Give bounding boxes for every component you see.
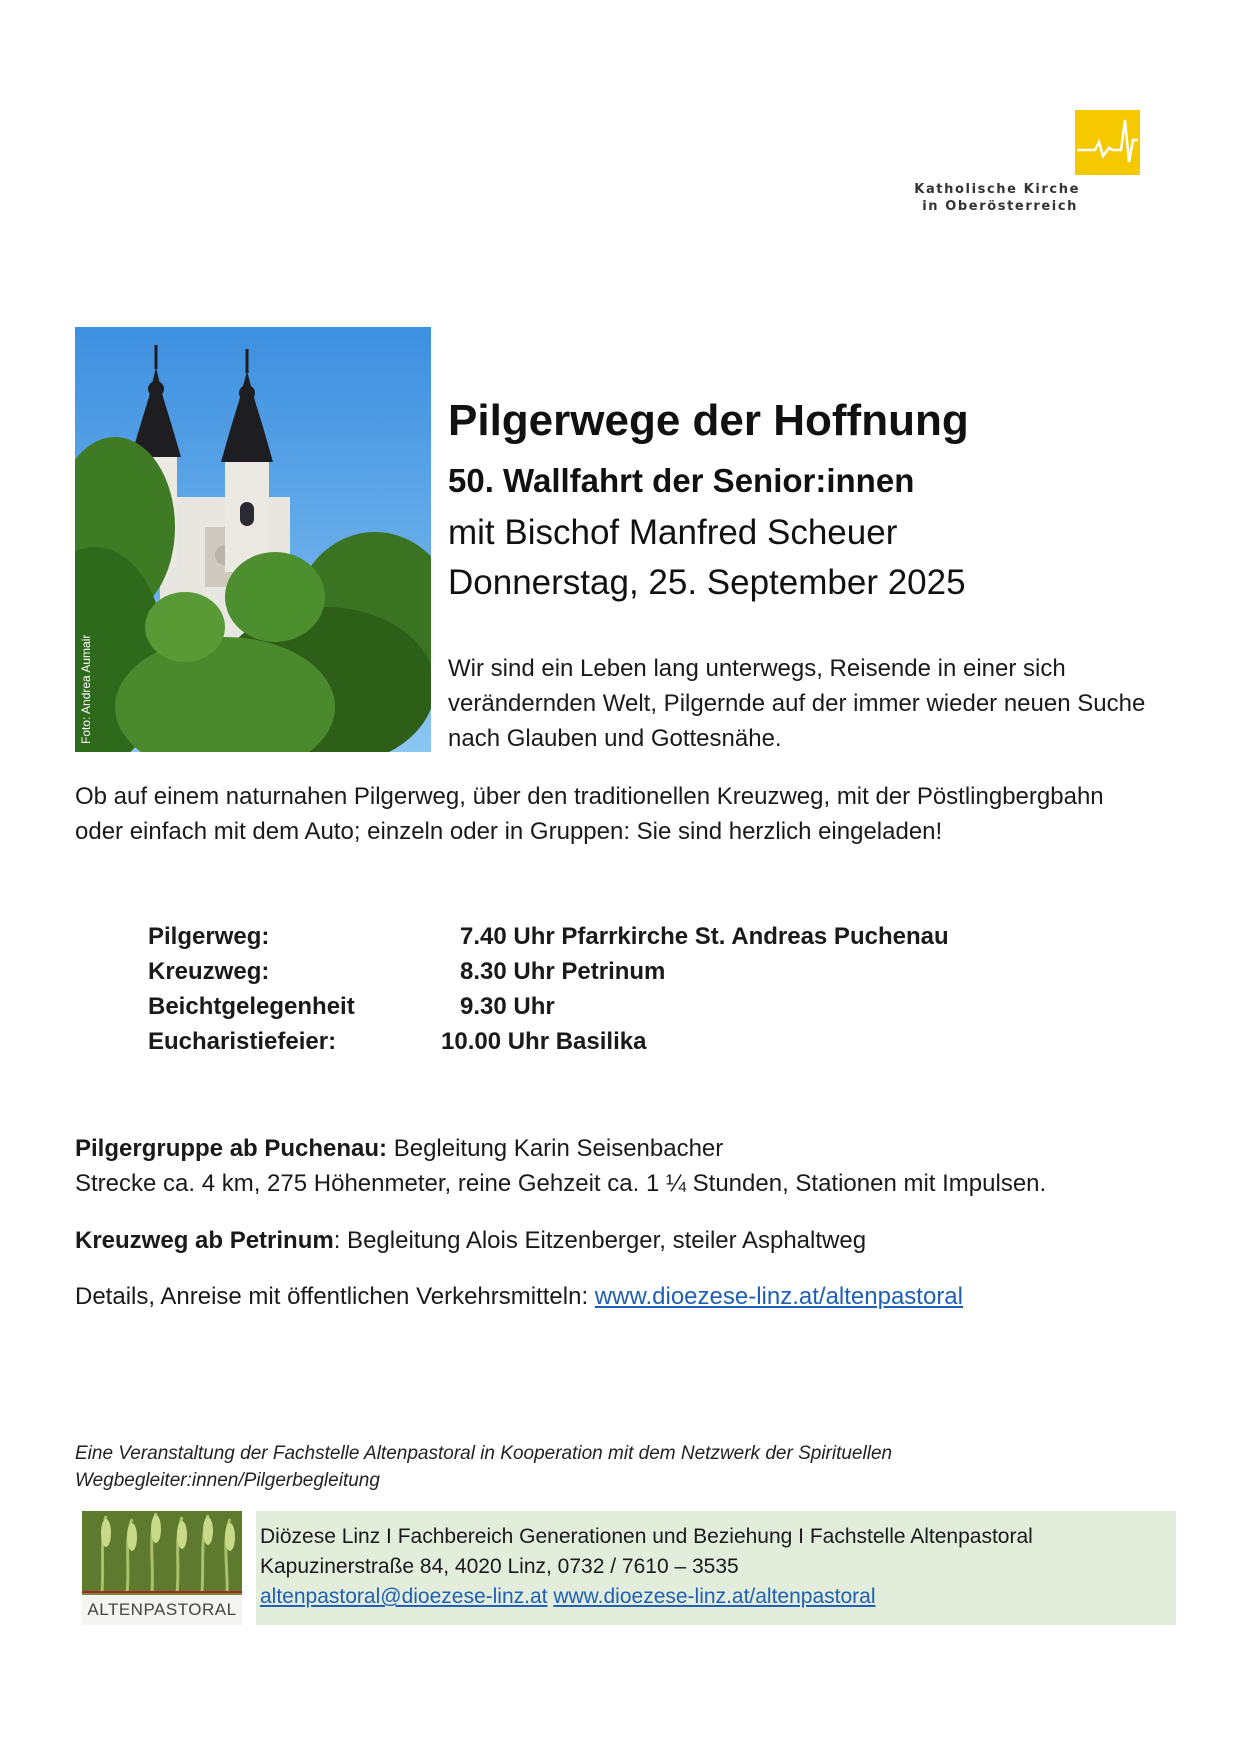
bishop-line: mit Bischof Manfred Scheuer xyxy=(448,513,898,552)
footer-email-link[interactable]: altenpastoral@dioezese-linz.at xyxy=(260,1585,548,1608)
heartbeat-line-icon xyxy=(1075,110,1140,175)
basilica-photo xyxy=(75,327,431,752)
page-subtitle: 50. Wallfahrt der Senior:innen xyxy=(448,462,915,499)
footer-contact xyxy=(256,1511,1176,1625)
kreuzweg-text: : Begleitung Alois Eitzenberger, steiler Asphaltweg xyxy=(333,1227,867,1254)
schedule-label: Pilgerweg: xyxy=(148,923,270,950)
group-label: Pilgergruppe ab Puchenau: xyxy=(75,1135,388,1162)
altenpastoral-logo-image xyxy=(82,1511,242,1625)
schedule-label: Kreuzweg: xyxy=(148,958,270,985)
event-date: Donnerstag, 25. September 2025 xyxy=(448,563,966,602)
group-info xyxy=(75,1131,1175,1201)
organizer-note: Eine Veranstaltung der Fachstelle Altenpastoral in Kooperation mit dem Netzwerk der Spirituellen Wegbegleiter:innen/Pilgerbegleitung xyxy=(75,1443,893,1491)
footer-line1: Diözese Linz I Fachbereich Generationen und Beziehung I Fachstelle Altenpastoral xyxy=(260,1525,1033,1548)
group-line2: Strecke ca. 4 km, 275 Höhenmeter, reine Gehzeit ca. 1 ¼ Stunden, Stationen mit Impulsen. xyxy=(75,1170,1047,1197)
schedule-row xyxy=(148,919,1048,954)
footer-web-link[interactable]: www.dioezese-linz.at/altenpastoral xyxy=(553,1585,876,1608)
schedule-value: 10.00 Uhr Basilika xyxy=(441,1028,647,1055)
intro-paragraph: Wir sind ein Leben lang unterwegs, Reisende in einer sich verändernden Welt, Pilgernde auf der immer wieder neuen Suche nach Glauben und Gottesnähe. xyxy=(448,655,1146,752)
details-link[interactable]: www.dioezese-linz.at/altenpastoral xyxy=(594,1283,963,1310)
schedule-value: 8.30 Uhr Petrinum xyxy=(460,958,666,985)
schedule-row xyxy=(148,989,1048,1024)
footer-line3 xyxy=(260,1585,876,1609)
logo-caption: ALTENPASTORAL xyxy=(82,1595,242,1625)
schedule-value: 9.30 Uhr xyxy=(460,993,555,1020)
logo-text-line1: Katholische Kirche xyxy=(914,182,1080,197)
invite-paragraph: Ob auf einem naturnahen Pilgerweg, über den traditionellen Kreuzweg, mit der Pöstlingbergbahn oder einfach mit dem Auto; einzeln oder in Gruppen: Sie sind herzlich eingeladen! xyxy=(75,783,1104,845)
schedule-row xyxy=(148,1024,1048,1059)
kreuzweg-info xyxy=(75,1223,1175,1258)
kreuzweg-label: Kreuzweg ab Petrinum xyxy=(75,1227,334,1254)
schedule-value: 7.40 Uhr Pfarrkirche St. Andreas Puchenau xyxy=(460,923,949,950)
group-line1 xyxy=(75,1131,1175,1166)
photo-credit: Foto: Andrea Aumair xyxy=(79,634,93,744)
page-title: Pilgerwege der Hoffnung xyxy=(448,396,969,445)
schedule-label: Beichtgelegenheit xyxy=(148,993,355,1020)
details-text: Details, Anreise mit öffentlichen Verkehrsmitteln: xyxy=(75,1283,595,1310)
logo-divider xyxy=(82,1591,242,1593)
logo xyxy=(900,110,1140,220)
logo-text-line2: in Oberösterreich xyxy=(922,199,1078,214)
details-line xyxy=(75,1279,1175,1314)
footer-line2: Kapuzinerstraße 84, 4020 Linz, 0732 / 7610 – 3535 xyxy=(260,1555,739,1578)
group-text: Begleitung Karin Seisenbacher xyxy=(387,1135,724,1162)
schedule xyxy=(148,919,1048,1059)
schedule-label: Eucharistiefeier: xyxy=(148,1028,337,1055)
schedule-row xyxy=(148,954,1048,989)
